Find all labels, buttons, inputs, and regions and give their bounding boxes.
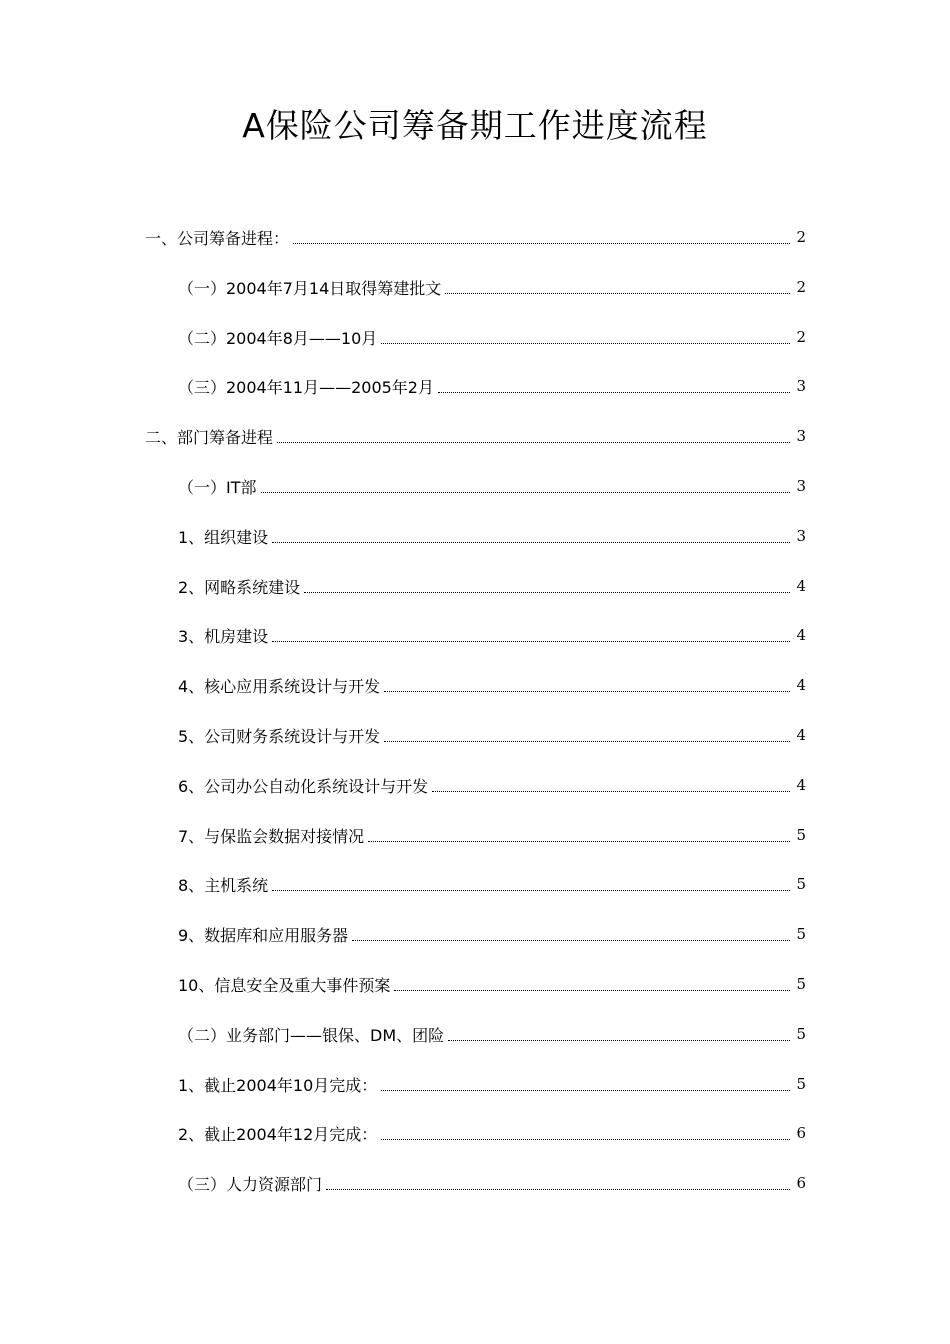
toc-page-number: 4 xyxy=(796,726,806,744)
toc-dot-leader xyxy=(326,1188,790,1190)
toc-page-number: 6 xyxy=(796,1124,806,1142)
toc-dot-leader xyxy=(368,840,790,842)
toc-entry-text: 4、核心应用系统设计与开发 xyxy=(178,676,381,696)
toc-entry-text: （二）业务部门——银保、DM、团险 xyxy=(178,1025,445,1045)
toc-entry[interactable] xyxy=(178,966,806,1002)
toc-entry[interactable] xyxy=(178,368,806,404)
toc-entry-text: 一、公司筹备进程： xyxy=(145,228,290,248)
toc-page-number: 3 xyxy=(796,377,806,395)
toc-page-number: 6 xyxy=(796,1174,806,1192)
toc-page-number: 4 xyxy=(796,676,806,694)
toc-entry-text: 1、截止2004年10月完成： xyxy=(178,1075,378,1095)
toc-entry-text: （一）2004年7月14日取得筹建批文 xyxy=(178,278,442,298)
toc-page-number: 2 xyxy=(796,228,806,246)
toc-dot-leader xyxy=(384,690,790,692)
toc-page-number: 3 xyxy=(796,427,806,445)
toc-entry-text: （一）IT部 xyxy=(178,477,257,497)
toc-entry-text: 1、组织建设 xyxy=(178,527,269,547)
toc-dot-leader xyxy=(448,1039,790,1041)
toc-entry-text: 5、公司财务系统设计与开发 xyxy=(178,726,381,746)
toc-entry[interactable] xyxy=(178,1115,806,1151)
toc-page-number: 5 xyxy=(796,826,806,844)
toc-entry-text: （三）2004年11月——2005年2月 xyxy=(178,377,434,397)
toc-entry[interactable] xyxy=(178,1016,806,1052)
toc-page-number: 4 xyxy=(796,626,806,644)
toc-entry-text: 6、公司办公自动化系统设计与开发 xyxy=(178,776,429,796)
toc-dot-leader xyxy=(293,242,790,244)
toc-entry-text: 10、信息安全及重大事件预案 xyxy=(178,975,391,995)
toc-entry-text: 2、网略系统建设 xyxy=(178,577,301,597)
document-title: A保险公司筹备期工作进度流程 xyxy=(242,106,708,145)
toc-page-number: 2 xyxy=(796,328,806,346)
toc-dot-leader xyxy=(261,491,791,493)
toc-entry-text: 2、截止2004年12月完成： xyxy=(178,1124,378,1144)
toc-entry[interactable] xyxy=(178,866,806,902)
toc-dot-leader xyxy=(352,939,790,941)
toc-page-number: 5 xyxy=(796,1025,806,1043)
toc-entry[interactable] xyxy=(178,667,806,703)
toc-entry[interactable] xyxy=(178,717,806,753)
toc-entry[interactable] xyxy=(145,418,806,454)
toc-entry[interactable] xyxy=(178,319,806,355)
toc-dot-leader xyxy=(272,640,790,642)
toc-entry[interactable] xyxy=(178,1165,806,1201)
toc-dot-leader xyxy=(272,889,790,891)
toc-dot-leader xyxy=(381,342,790,344)
toc-entry-text: 8、主机系统 xyxy=(178,875,269,895)
toc-page-number: 5 xyxy=(796,1075,806,1093)
toc-page-number: 3 xyxy=(796,527,806,545)
toc-page-number: 2 xyxy=(796,278,806,296)
toc-entry[interactable] xyxy=(178,269,806,305)
toc-entry-text: （二）2004年8月——10月 xyxy=(178,328,378,348)
toc-dot-leader xyxy=(381,1089,790,1091)
toc-entry[interactable] xyxy=(178,767,806,803)
toc-entry[interactable] xyxy=(178,916,806,952)
toc-page-number: 4 xyxy=(796,776,806,794)
toc-entry[interactable] xyxy=(178,468,806,504)
toc-entry[interactable] xyxy=(178,617,806,653)
toc-dot-leader xyxy=(432,790,790,792)
toc-entry-text: 7、与保监会数据对接情况 xyxy=(178,826,365,846)
toc-entry-text: （三）人力资源部门 xyxy=(178,1174,323,1194)
toc-entry[interactable] xyxy=(178,1066,806,1102)
toc-dot-leader xyxy=(394,989,790,991)
toc-entry[interactable] xyxy=(145,219,806,255)
toc-dot-leader xyxy=(445,292,790,294)
toc-page-number: 4 xyxy=(796,577,806,595)
toc-dot-leader xyxy=(304,591,790,593)
toc-entry-text: 3、机房建设 xyxy=(178,626,269,646)
toc-dot-leader xyxy=(381,1138,790,1140)
toc-page-number: 3 xyxy=(796,477,806,495)
toc-entry[interactable] xyxy=(178,568,806,604)
toc-dot-leader xyxy=(272,541,790,543)
toc-entry[interactable] xyxy=(178,817,806,853)
toc-dot-leader xyxy=(438,391,790,393)
toc-entry[interactable] xyxy=(178,518,806,554)
toc-page-number: 5 xyxy=(796,875,806,893)
toc-entry-text: 9、数据库和应用服务器 xyxy=(178,925,349,945)
toc-page-number: 5 xyxy=(796,925,806,943)
toc-dot-leader xyxy=(384,740,790,742)
toc-dot-leader xyxy=(277,441,790,443)
toc-page-number: 5 xyxy=(796,975,806,993)
toc-entry-text: 二、部门筹备进程 xyxy=(145,427,274,447)
